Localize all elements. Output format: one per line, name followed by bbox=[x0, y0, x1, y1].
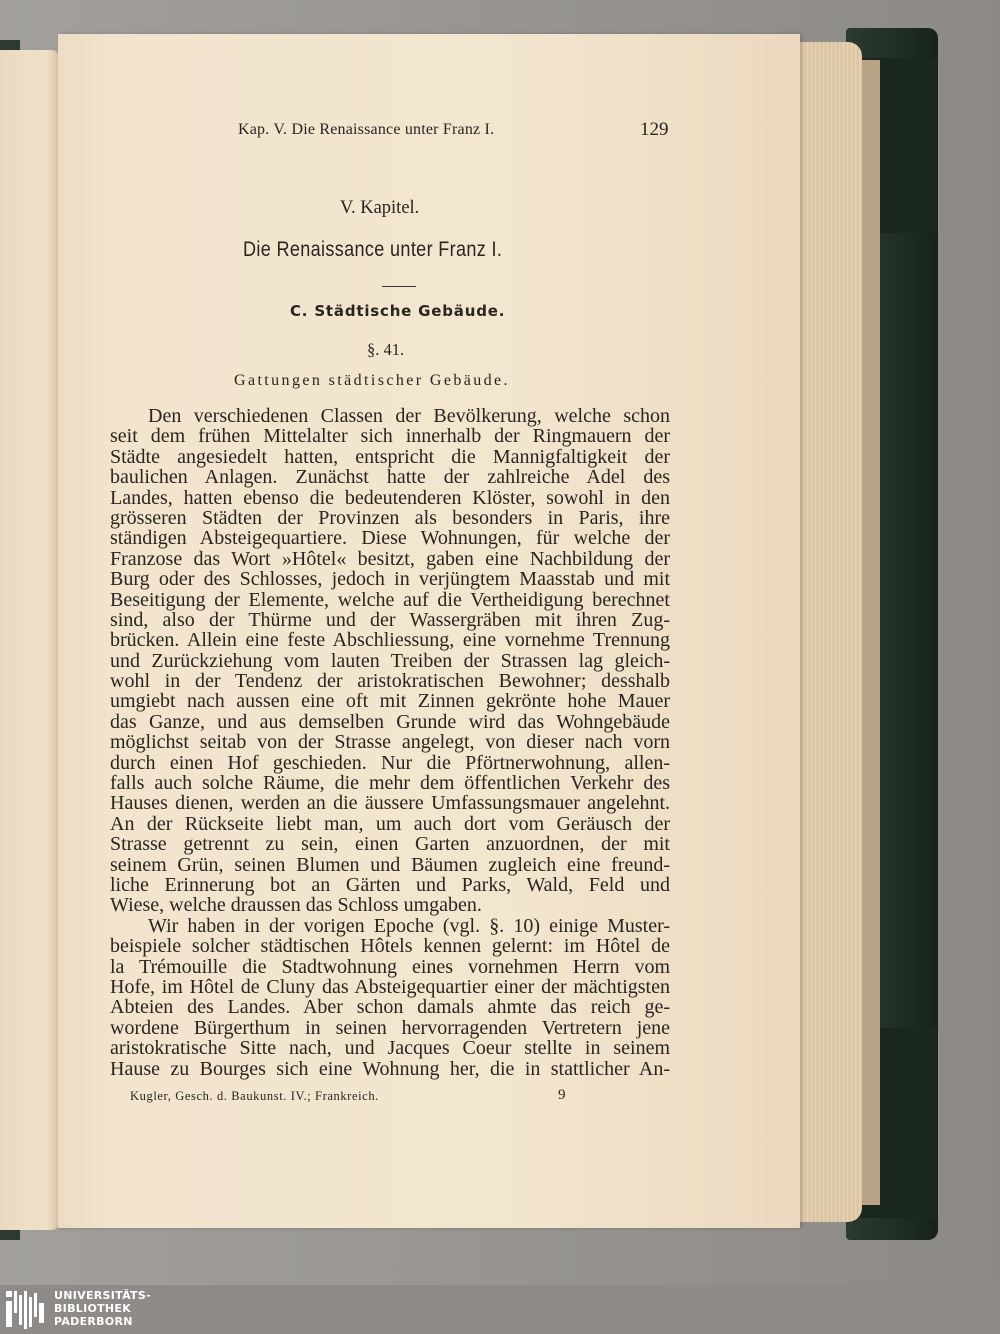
body-line: grösseren Städten der Provinzen als besonders in Paris, ihre bbox=[110, 506, 670, 529]
body-line: das Ganze, und aus demselben Grunde wird das Wohngebäude bbox=[110, 710, 670, 733]
body-line: Wir haben in der vorigen Epoche (vgl. §. 10) einige Muster- bbox=[148, 914, 670, 937]
institution-line: BIBLIOTHEK bbox=[54, 1302, 132, 1315]
body-line: Hofe, im Hôtel de Cluny das Absteigequartier einer der mächtigsten bbox=[110, 975, 670, 998]
body-line: sind, also der Thürme und der Wassergräben mit ihren Zug- bbox=[110, 608, 670, 631]
body-line: An der Rückseite liebt man, um auch dort vom Geräusch der bbox=[110, 812, 670, 835]
title-divider bbox=[382, 286, 416, 287]
body-line: Abteien des Landes. Aber schon damals ahmte das reich ge- bbox=[110, 996, 670, 1019]
paragraph-number: §. 41. bbox=[367, 340, 405, 359]
body-line: Den verschiedenen Classen der Bevölkerung, welche schon bbox=[148, 405, 670, 427]
footer-source: Kugler, Gesch. d. Baukunst. IV.; Frankreich. bbox=[130, 1089, 379, 1103]
body-line: Beseitigung der Elemente, welche auf die Vertheidigung berechnet bbox=[110, 588, 670, 611]
institution-name bbox=[54, 1289, 254, 1328]
body-line: Hause zu Bourges sich eine Wohnung her, die in stattlicher An- bbox=[110, 1057, 670, 1080]
body-line: möglichst seitab von der Strasse angelegt, von dieser nach vorn bbox=[110, 731, 670, 754]
body-line: la Trémouille die Stadtwohnung eines vornehmen Herrn vom bbox=[110, 955, 670, 978]
body-line: Franzose das Wort »Hôtel« besitzt, gaben eine Nachbildung der bbox=[110, 547, 670, 570]
body-line: umgiebt nach aussen eine oft mit Zinnen gekrönte hohe Mauer bbox=[110, 690, 670, 713]
body-line: liche Erinnerung bot an Gärten und Parks, Wald, Feld und bbox=[110, 873, 670, 896]
section-heading: C. Städtische Gebäude. bbox=[290, 302, 506, 320]
body-line: falls auch solche Räume, die mehr dem öffentlichen Verkehr des bbox=[110, 772, 670, 795]
body-line: beispiele solcher städtischen Hôtels kennen gelernt: im Hôtel de bbox=[110, 935, 670, 958]
body-line: brücken. Allein eine feste Abschliessung, eine vornehme Trennung bbox=[110, 629, 670, 652]
running-header: Kap. V. Die Renaissance unter Franz I. bbox=[238, 121, 495, 138]
ub-paderborn-logo-icon bbox=[4, 1289, 46, 1331]
body-line: seinem Grün, seinen Blumen und Bäumen zugleich eine freund- bbox=[110, 853, 670, 876]
body-line: wordene Bürgerthum in seinen hervorragenden Vertretern jene bbox=[110, 1016, 670, 1039]
institution-bar bbox=[0, 1285, 1000, 1334]
page-number: 129 bbox=[640, 119, 669, 140]
signature-mark: 9 bbox=[558, 1087, 566, 1103]
body-line: ständigen Absteigequartiere. Diese Wohnungen, für welche der bbox=[110, 527, 670, 550]
body-line: Hauses dienen, werden an die äussere Umfassungsmauer angelehnt. bbox=[110, 792, 670, 815]
body-line: baulichen Anlagen. Zunächst hatte der zahlreiche Adel des bbox=[110, 466, 670, 489]
chapter-label: V. Kapitel. bbox=[340, 198, 420, 218]
paragraph-title: Gattungen städtischer Gebäude. bbox=[234, 372, 510, 389]
body-line: wohl in der Tendenz der aristokratischen Bewohner; desshalb bbox=[110, 670, 670, 693]
body-line: Städte angesiedelt hatten, entspricht die Mannigfaltigkeit der bbox=[110, 445, 670, 468]
body-line: Landes, hatten ebenso die bedeutenderen Klöster, sowohl in den bbox=[110, 486, 670, 509]
body-text bbox=[110, 406, 670, 1079]
body-line: seit dem frühen Mittelalter sich innerhalb der Ringmauern der bbox=[110, 425, 670, 448]
body-line: Burg oder des Schlosses, jedoch in verjüngtem Maasstab und mit bbox=[110, 568, 670, 591]
body-line: Strasse getrennt zu sein, einen Garten anzuordnen, der mit bbox=[110, 833, 670, 856]
left-page-edge bbox=[0, 50, 58, 1230]
body-line: durch einen Hof geschieden. Nur die Pförtnerwohnung, allen- bbox=[110, 751, 670, 774]
body-line: aristokratische Sitte nach, und Jacques Coeur stellte in seinem bbox=[110, 1037, 670, 1060]
body-line: und Zurückziehung vom lauten Treiben der Strassen lag gleich- bbox=[110, 649, 670, 672]
institution-line: PADERBORN bbox=[54, 1315, 133, 1328]
institution-line: UNIVERSITÄTS- bbox=[54, 1289, 151, 1302]
chapter-title: Die Renaissance unter Franz I. bbox=[243, 238, 503, 261]
page-stack-shadow bbox=[862, 60, 880, 1205]
body-line: Wiese, welche draussen das Schloss umgaben. bbox=[110, 894, 482, 917]
page-stack-edge bbox=[792, 42, 862, 1222]
